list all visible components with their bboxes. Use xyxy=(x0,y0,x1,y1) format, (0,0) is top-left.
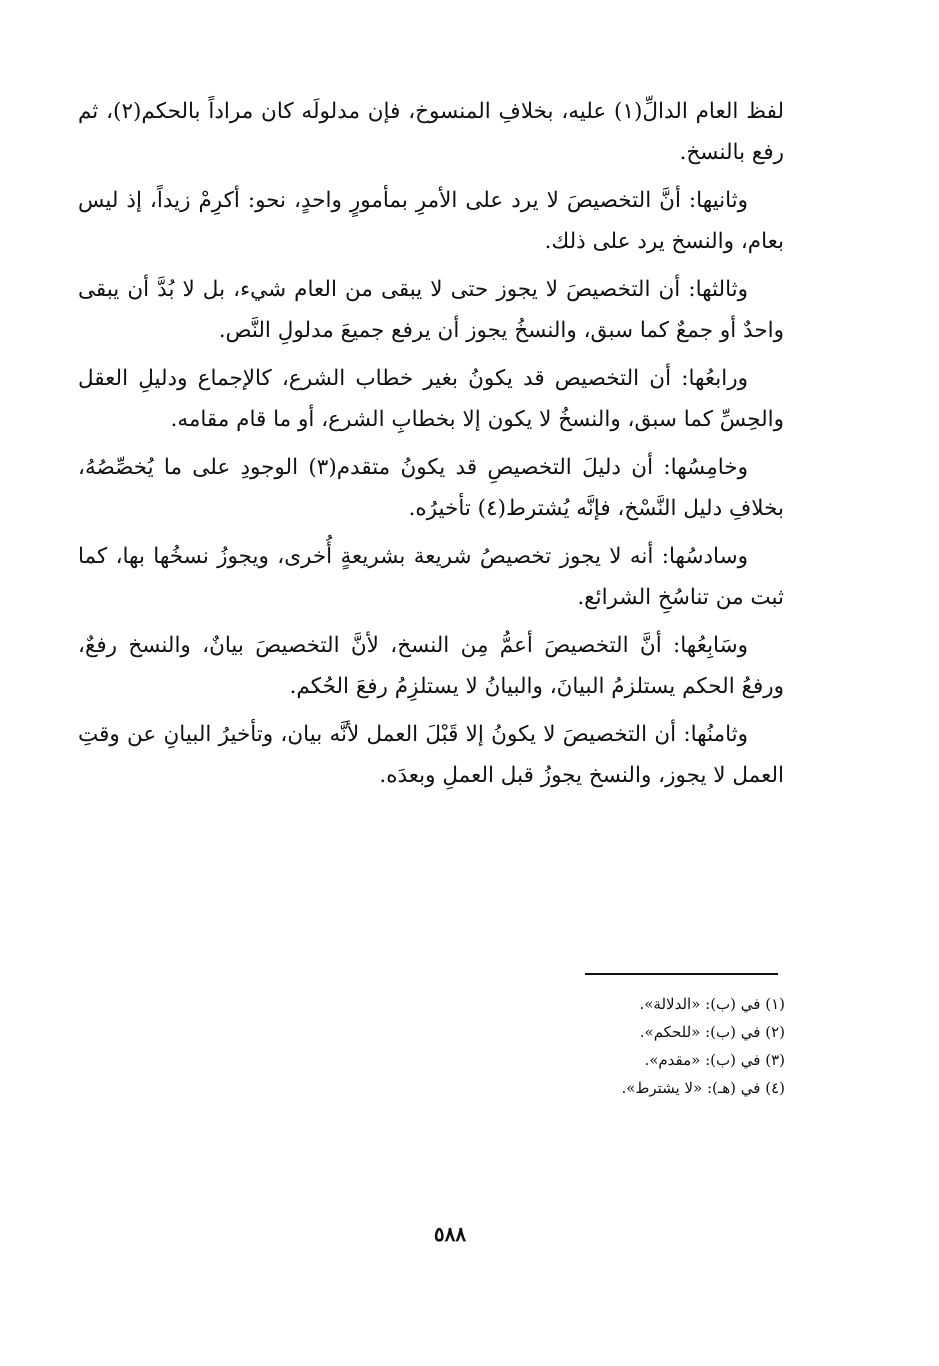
page-number: ٥٨٨ xyxy=(433,1222,467,1246)
footnotes xyxy=(500,990,785,1102)
paragraph-8: وثامنُها: أن التخصيصَ لا يكونُ إلا قَبْلَ العمل لأنَّه بيان، وتأخيرُ البيانِ عن وقتِ العمل لا يجوز، والنسخ يجوزُ قبل العملِ وبعدَه. xyxy=(78,722,784,788)
footnote-1: (١) في (ب): «الدلالة». xyxy=(639,995,785,1013)
paragraph-7: وسَابِعُها: أنَّ التخصيصَ أعمُّ مِن النسخ، لأنَّ التخصيصَ بيانٌ، والنسخ رفعٌ، ورفعُ الحكم يستلزمُ البيانَ، والبيانُ لا يستلزِمُ رفعَ الحُكم. xyxy=(78,633,784,699)
paragraph-4: ورابعُها: أن التخصيص قد يكونُ بغير خطاب الشرع، كالإجماع ودليلِ العقل والحِسِّ كما سبق، والنسخُ لا يكون إلا بخطابِ الشرع، أو ما قام مقامه. xyxy=(78,366,784,432)
paragraph-3: وثالثها: أن التخصيصَ لا يجوز حتى لا يبقى من العام شيء، بل لا بُدَّ أن يبقى واحدٌ أو جمعٌ كما سبق، والنسخُ يجوز أن يرفع جميعَ مدلولِ النَّص. xyxy=(78,277,784,343)
main-text-body xyxy=(78,92,784,796)
footnote-4: (٤) في (هـ): «لا يشترط». xyxy=(621,1079,785,1097)
paragraph-1: لفظ العام الدالِّ(١) عليه، بخلافِ المنسوخ، فإن مدلولَه كان مراداً بالحكم(٢)، ثم رفع بالنسخ. xyxy=(78,99,784,165)
footnote-divider xyxy=(585,973,778,975)
paragraph-5: وخامِسُها: أن دليلَ التخصيصِ قد يكونُ متقدم(٣) الوجودِ على ما يُخصِّصُهُ، بخلافِ دليل النَّسْخ، فإنَّه يُشترط(٤) تأخيرُه. xyxy=(78,455,784,521)
paragraph-6: وسادسُها: أنه لا يجوز تخصيصُ شريعة بشريعةٍ أُخرى، ويجوزُ نسخُها بها، كما ثبت من تناسُخِ الشرائع. xyxy=(78,544,784,610)
footnote-3: (٣) في (ب): «مقدم». xyxy=(644,1051,785,1069)
paragraph-2: وثانيها: أنَّ التخصيصَ لا يرد على الأمرِ بمأمورٍ واحدٍ، نحو: أكرِمْ زيداً، إذ ليس بعام، والنسخ يرد على ذلك. xyxy=(78,188,784,254)
footnote-2: (٢) في (ب): «للحكم». xyxy=(639,1023,785,1041)
